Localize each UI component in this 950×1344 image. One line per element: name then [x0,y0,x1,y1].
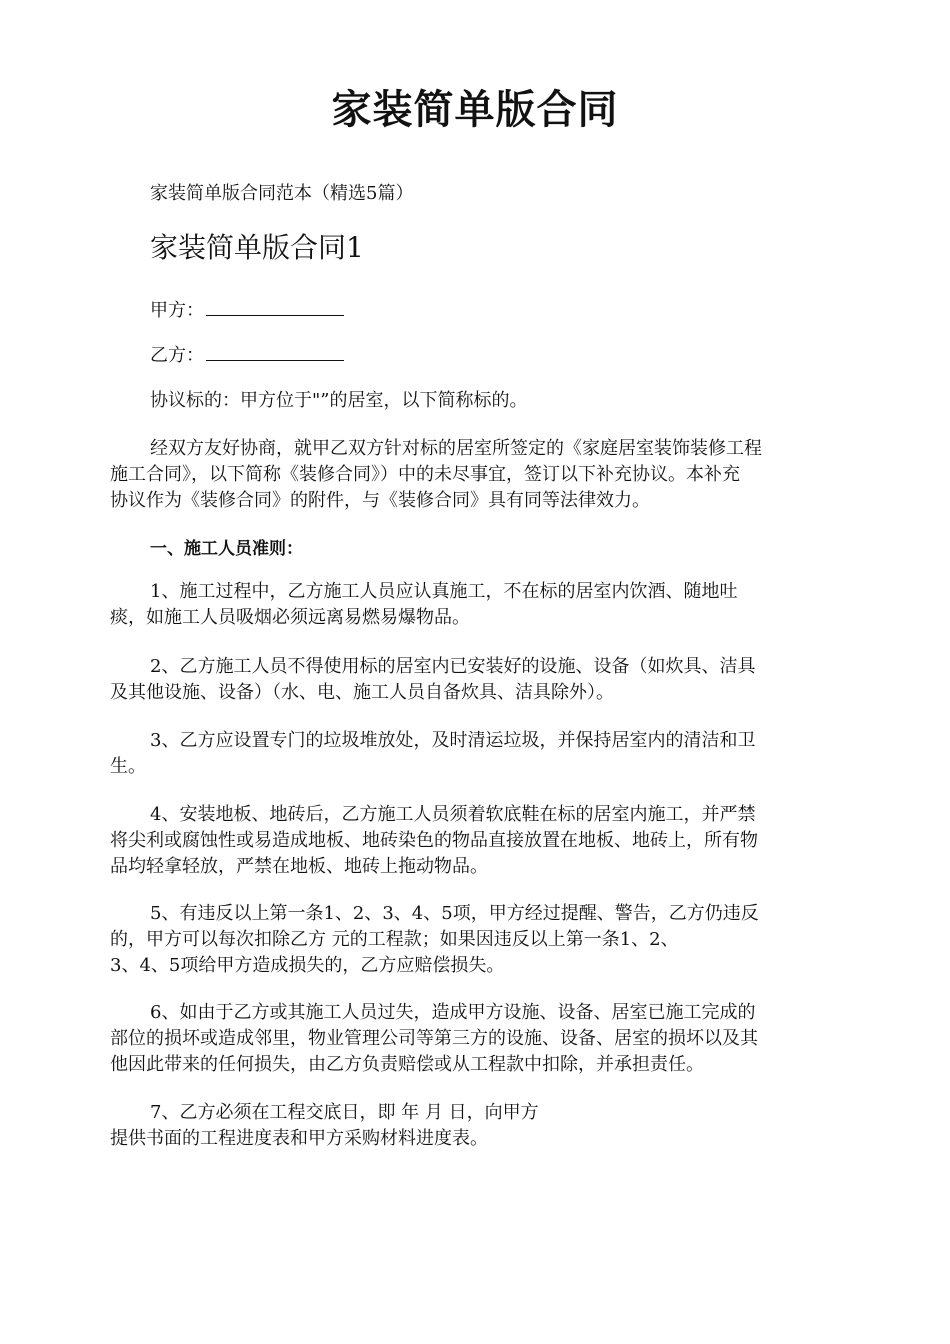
paragraph-line: 痰，如施工人员吸烟必须远离易燃易爆物品。 [110,607,470,628]
paragraph-line: 部位的损坏或造成邻里，物业管理公司等第三方的设施、设备、居室的损坏以及其 [110,1028,758,1049]
agreement-subject: 协议标的：甲方位于"”的居室，以下简称标的。 [150,390,528,411]
paragraph-line: 7、乙方必须在工程交底日，即 年 月 日，向甲方 [150,1102,539,1123]
document-subtitle: 家装简单版合同范本（精选5篇） [150,183,414,204]
intro-paragraph [110,436,842,514]
clause-item-1 [110,579,842,631]
clause-item-4 [110,802,842,880]
paragraph-line: 协议作为《装修合同》的附件，与《装修合同》具有同等法律效力。 [110,490,650,511]
paragraph-line: 经双方友好协商，就甲乙双方针对标的居室所签定的《家庭居室装饰装修工程 [150,438,762,459]
clause-item-3 [110,728,842,780]
paragraph-line: 3、4、5项给甲方造成损失的，乙方应赔偿损失。 [110,955,505,976]
paragraph-line: 提供书面的工程进度表和甲方采购材料进度表。 [110,1128,488,1149]
section-heading: 家装简单版合同1 [150,231,364,264]
party-a-blank-line [206,299,344,316]
clause-title: 一、施工人员准则： [150,539,303,559]
party-b-blank-line [206,344,344,361]
party-a-label: 甲方： [150,300,204,321]
paragraph-line: 4、安装地板、地砖后，乙方施工人员须着软底鞋在标的居室内施工，并严禁 [150,804,756,825]
paragraph-line: 生。 [110,756,146,777]
clause-item-7 [110,1100,842,1152]
paragraph-line: 6、如由于乙方或其施工人员过失，造成甲方设施、设备、居室已施工完成的 [150,1002,756,1023]
party-b-label: 乙方： [150,345,204,366]
party-a-field [150,297,344,325]
clause-item-6 [110,1000,842,1078]
paragraph-line: 2、乙方施工人员不得使用标的居室内已安装好的设施、设备（如炊具、洁具 [150,656,756,677]
paragraph-line: 的，甲方可以每次扣除乙方 元的工程款；如果因违反以上第一条1、2、 [110,929,679,950]
paragraph-line: 品均轻拿轻放，严禁在地板、地砖上拖动物品。 [110,856,488,877]
paragraph-line: 1、施工过程中，乙方施工人员应认真施工，不在标的居室内饮酒、随地吐 [150,581,738,602]
paragraph-line: 3、乙方应设置专门的垃圾堆放处，及时清运垃圾，并保持居室内的清洁和卫 [150,730,756,751]
party-b-field [150,342,344,370]
paragraph-line: 将尖利或腐蚀性或易造成地板、地砖染色的物品直接放置在地板、地砖上，所有物 [110,830,758,851]
document-title: 家装简单版合同 [331,87,619,133]
clause-item-2 [110,654,842,706]
clause-item-5 [110,901,842,979]
paragraph-line: 5、有违反以上第一条1、2、3、4、5项，甲方经过提醒、警告，乙方仍违反 [150,903,759,924]
paragraph-line: 施工合同》，以下简称《装修合同》）中的未尽事宜，签订以下补充协议。本补充 [110,464,740,485]
paragraph-line: 他因此带来的任何损失，由乙方负责赔偿或从工程款中扣除，并承担责任。 [110,1054,704,1075]
paragraph-line: 及其他设施、设备）（水、电、施工人员自备炊具、洁具除外）。 [110,682,614,703]
